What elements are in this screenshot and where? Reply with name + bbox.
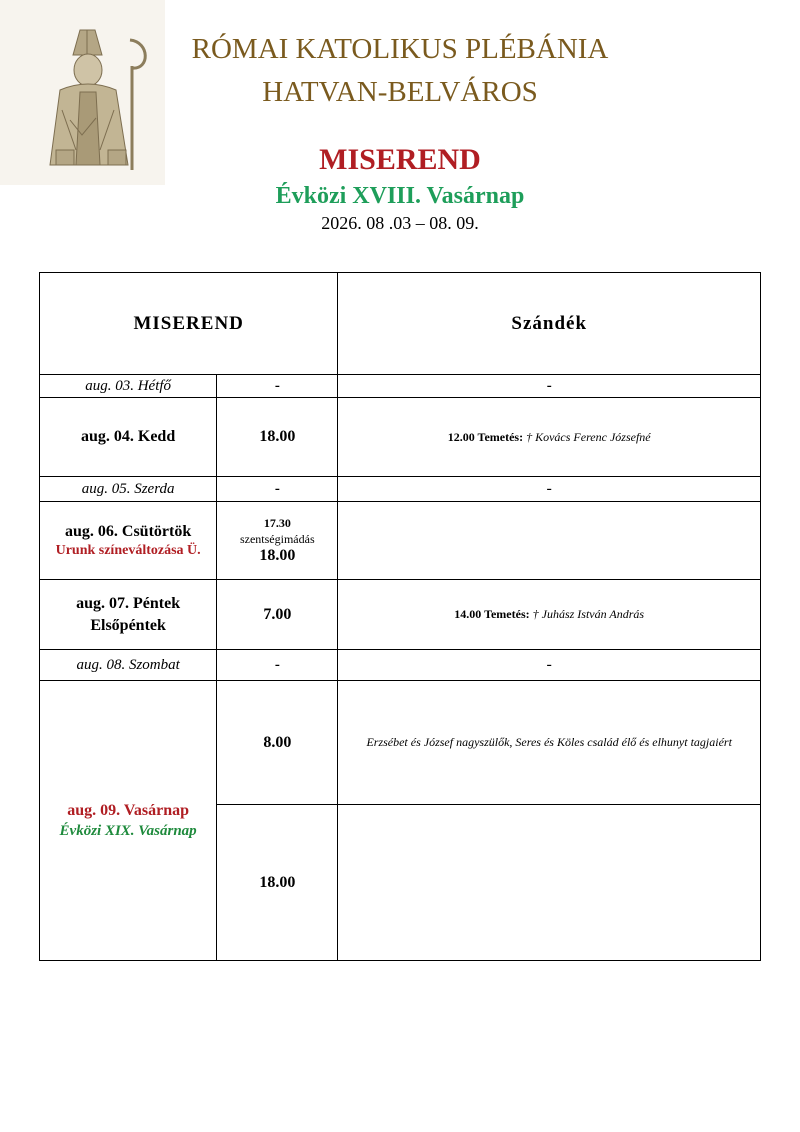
time-cell: - [217,477,338,502]
intention-text: † Juhász István András [532,607,645,621]
time-cell [217,502,338,580]
day-cell: aug. 03. Hétfő [40,375,217,398]
adoration-label: szentségimádás [239,531,315,546]
table-header-row [40,273,761,375]
time-cell: 8.00 [217,681,338,805]
table-row [40,650,761,681]
day-cell: aug. 08. Szombat [40,650,217,681]
col-header-intention: Szándék [338,273,761,375]
table-row [40,477,761,502]
day-cell: aug. 05. Szerda [40,477,217,502]
day-label: aug. 06. Csütörtök [65,522,192,540]
day-label: aug. 07. Péntek [76,594,181,612]
table-row [40,681,761,805]
intention-cell: - [338,650,761,681]
table-row [40,375,761,398]
time-mass: 18.00 [259,547,296,565]
intention-cell [338,398,761,477]
intention-label: 12.00 Temetés: [447,429,524,444]
page-title: MISEREND [319,143,481,176]
time-cell: 18.00 [217,398,338,477]
day-cell: aug. 04. Kedd [40,398,217,477]
time-cell: - [217,650,338,681]
time-cell: 18.00 [217,805,338,961]
church-name-line2: HATVAN-BELVÁROS [262,76,538,108]
church-name-line1: RÓMAI KATOLIKUS PLÉBÁNIA [191,33,609,65]
table-row [40,398,761,477]
col-header-schedule: MISEREND [40,273,338,375]
sunday-name: Évközi XVIII. Vasárnap [275,183,525,209]
time-adoration: 17.30 [263,515,291,530]
date-range: 2026. 08 .03 – 08. 09. [321,213,479,233]
intention-cell [338,580,761,650]
day-cell [40,502,217,580]
intention-label: 14.00 Temetés: [454,607,530,621]
feast-label: Urunk színeváltozása Ü. [55,543,201,559]
day-cell [40,681,217,961]
day-note: Elsőpéntek [90,616,166,634]
day-cell [40,580,217,650]
sunday-label: Évközi XIX. Vasárnap [59,823,197,840]
intention-cell: - [338,375,761,398]
intention-cell [338,805,761,961]
table-row [40,502,761,580]
intention-cell [338,502,761,580]
time-cell: 7.00 [217,580,338,650]
schedule-table [39,272,761,961]
intention-cell: - [338,477,761,502]
table-row [40,580,761,650]
intention-text: † Kovács Ferenc Józsefné [526,429,651,444]
day-label: aug. 09. Vasárnap [67,801,190,819]
intention-cell: Erzsébet és József nagyszülők, Seres és Köles család élő és elhunyt tagjaiért [338,681,761,805]
time-cell: - [217,375,338,398]
